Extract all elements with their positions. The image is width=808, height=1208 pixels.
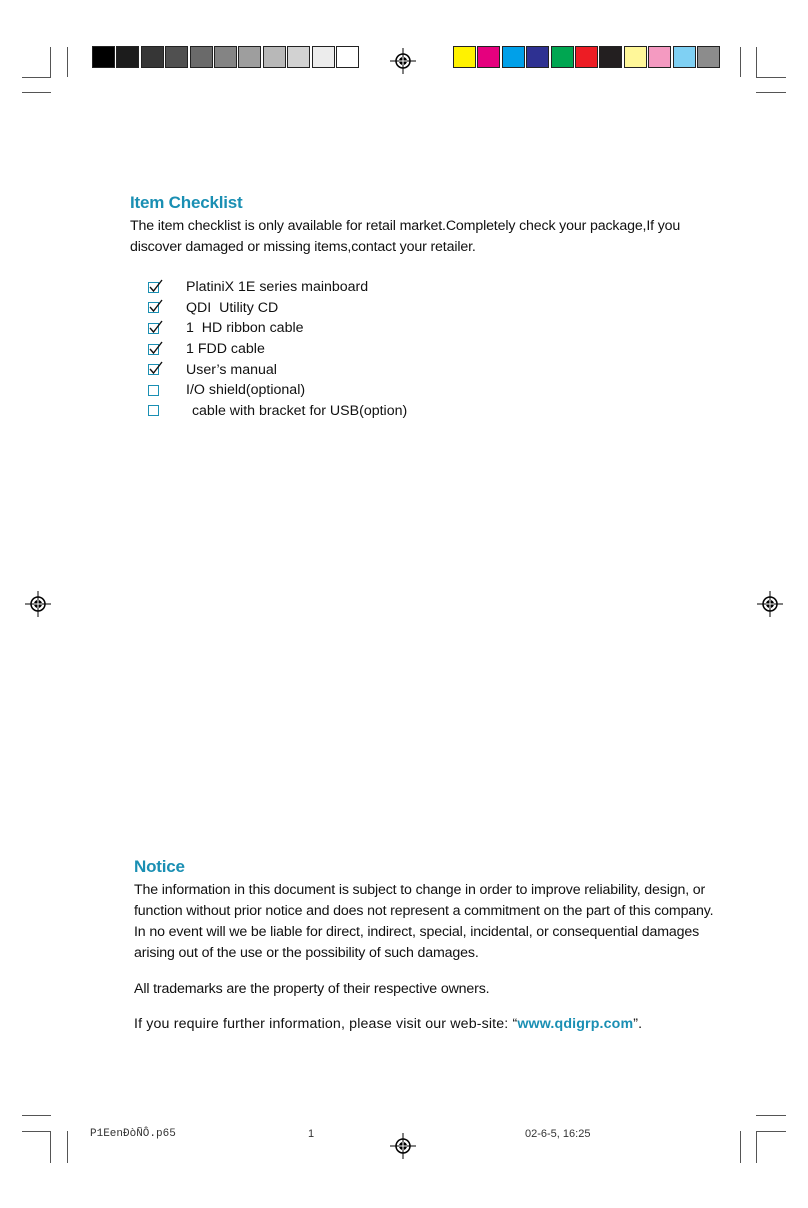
color-swatch: [599, 46, 622, 68]
website-suffix: ”.: [633, 1016, 643, 1032]
checklist-item-label: I/O shield(optional): [186, 382, 306, 399]
crop-mark: [756, 1115, 786, 1116]
website-link[interactable]: www.qdigrp.com: [517, 1016, 634, 1032]
color-swatch: [116, 46, 139, 68]
checklist-item-label: 1 FDD cable: [186, 341, 265, 358]
checklist-item-label: 1 HD ribbon cable: [186, 320, 304, 337]
crop-mark: [756, 77, 786, 78]
crop-mark: [22, 1131, 51, 1132]
color-swatch: [92, 46, 115, 68]
color-swatch: [263, 46, 286, 68]
crop-mark: [756, 92, 786, 93]
checklist-item: [148, 339, 407, 360]
color-swatch: [526, 46, 549, 68]
checklist-item: [148, 298, 407, 319]
checklist-item: [148, 318, 407, 339]
notice-line: The information in this document is subject to change in order to improve reliability, design, or: [134, 882, 706, 898]
crop-mark: [22, 92, 51, 93]
website-note: [134, 1014, 734, 1035]
checklist-intro-line: The item checklist is only available for retail market.Completely check your package,If you: [130, 218, 681, 234]
color-swatch: [477, 46, 500, 68]
checklist-intro: [130, 216, 700, 258]
crop-mark: [756, 1131, 757, 1163]
color-swatch: [648, 46, 671, 68]
color-swatch: [190, 46, 213, 68]
crop-mark: [740, 47, 741, 77]
crop-mark: [67, 1131, 68, 1163]
checklist-intro-line: discover damaged or missing items,contact your retailer.: [130, 239, 476, 255]
checklist-item-label: User’s manual: [186, 361, 277, 378]
color-swatch: [551, 46, 574, 68]
unchecked-box-icon: [148, 385, 159, 396]
color-swatch: [575, 46, 598, 68]
registration-mark-icon: [757, 591, 783, 617]
website-prefix: If you require further information, please visit our web-site: “: [134, 1016, 518, 1032]
crop-mark: [22, 1115, 51, 1116]
notice-title: Notice: [134, 857, 185, 876]
crop-mark: [50, 1131, 51, 1163]
registration-mark-icon: [25, 591, 51, 617]
registration-mark-icon: [390, 48, 416, 74]
color-swatch: [697, 46, 720, 68]
color-swatch: [214, 46, 237, 68]
notice-line: In no event will we be liable for direct, indirect, special, incidental, or consequential damages: [134, 924, 700, 940]
checked-box-icon: [148, 364, 159, 375]
color-swatch: [336, 46, 359, 68]
crop-mark: [22, 77, 51, 78]
footer-filename: P1EenÐòÑÔ.p65: [90, 1128, 176, 1140]
checklist-title: Item Checklist: [130, 193, 243, 212]
registration-mark-icon: [390, 1133, 416, 1159]
checklist-item-label: cable with bracket for USB(option): [188, 402, 408, 419]
checked-box-icon: [148, 323, 159, 334]
checklist-item: [148, 359, 407, 380]
color-swatch: [165, 46, 188, 68]
color-swatch: [624, 46, 647, 68]
color-swatch: [141, 46, 164, 68]
process-color-bar: [453, 46, 721, 68]
footer-page-number: 1: [308, 1128, 315, 1140]
checklist-item-label: PlatiniX 1E series mainboard: [186, 279, 369, 296]
checklist-item: [148, 401, 407, 422]
grayscale-color-bar: [92, 46, 360, 68]
checked-box-icon: [148, 282, 159, 293]
crop-mark: [756, 47, 757, 77]
color-swatch: [453, 46, 476, 68]
notice-line: function without prior notice and does not represent a commitment on the part of this company.: [134, 903, 714, 919]
notice-line: arising out of the use or the possibility of such damages.: [134, 945, 479, 961]
crop-mark: [740, 1131, 741, 1163]
notice-paragraph: [134, 880, 714, 964]
color-swatch: [502, 46, 525, 68]
checklist-item-label: QDI Utility CD: [186, 299, 279, 316]
unchecked-box-icon: [148, 405, 159, 416]
color-swatch: [238, 46, 261, 68]
checked-box-icon: [148, 344, 159, 355]
color-swatch: [287, 46, 310, 68]
color-swatch: [312, 46, 335, 68]
crop-mark: [756, 1131, 786, 1132]
crop-mark: [50, 47, 51, 77]
crop-mark: [67, 47, 68, 77]
trademarks-note: All trademarks are the property of their respective owners.: [134, 981, 490, 997]
footer-timestamp: 02-6-5, 16:25: [525, 1128, 591, 1140]
checked-box-icon: [148, 302, 159, 313]
checklist-item: [148, 277, 407, 298]
item-checklist: [148, 277, 407, 421]
color-swatch: [673, 46, 696, 68]
checklist-item: [148, 380, 407, 401]
